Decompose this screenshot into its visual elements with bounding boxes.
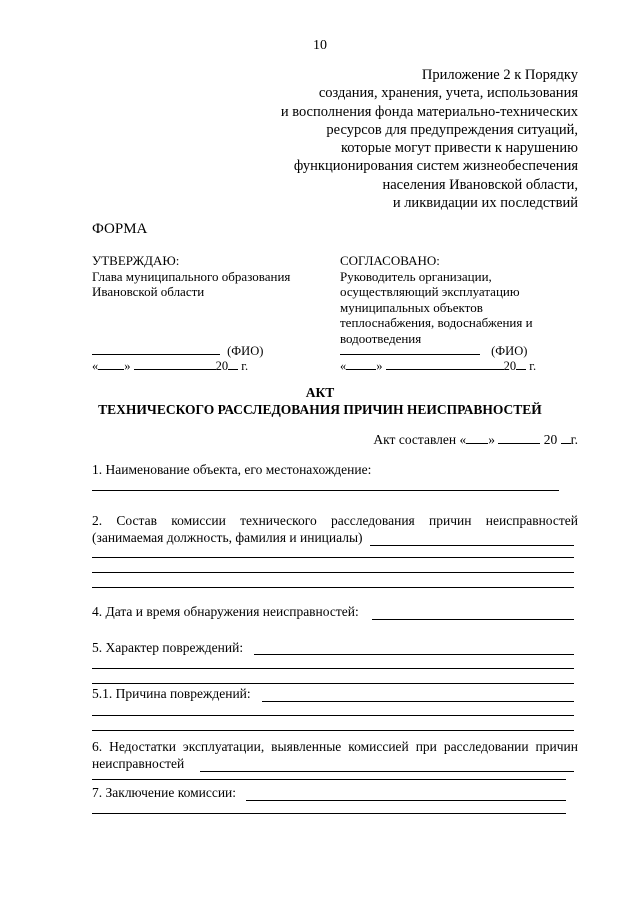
fill-line[interactable] [200, 771, 574, 772]
approve-date-line [92, 358, 248, 374]
approve-signature-line [92, 343, 263, 359]
fill-line[interactable] [92, 587, 574, 588]
date-quote-open: « [340, 359, 347, 373]
agree-block [340, 253, 533, 346]
fill-line[interactable] [370, 545, 574, 546]
agree-date-line [340, 358, 536, 374]
approve-heading: УТВЕРЖДАЮ: [92, 253, 180, 268]
fill-line[interactable] [262, 701, 574, 702]
year-blank[interactable] [561, 432, 571, 444]
appendix-line: функционирования систем жизнеобеспечения [293, 158, 578, 175]
agree-line: осуществляющий эксплуатацию [340, 284, 520, 299]
agree-heading: СОГЛАСОВАНО: [340, 253, 440, 268]
act-title: АКТ [305, 385, 335, 400]
day-blank[interactable] [466, 432, 488, 444]
fill-line[interactable] [92, 813, 566, 814]
section-2-label: 2. Состав комиссии технического расследования причин неисправностей [92, 513, 578, 528]
day-blank[interactable] [346, 358, 376, 370]
date-year: 20 [503, 359, 517, 373]
section-6-label: 6. Недостатки эксплуатации, выявленные комиссией при расследовании причин [92, 739, 578, 754]
page-number: 10 [313, 38, 327, 53]
fill-line[interactable] [92, 715, 574, 716]
day-blank[interactable] [98, 358, 124, 370]
agree-line: Руководитель организации, [340, 268, 492, 284]
form-label: ФОРМА [92, 221, 148, 237]
act-compiled-line [373, 432, 578, 448]
approve-line: Глава муниципального образования [92, 268, 291, 284]
approve-line: Ивановской области [92, 284, 205, 299]
section-2-sublabel: (занимаемая должность, фамилия и инициалы) [92, 530, 363, 545]
appendix-line: Приложение 2 к Порядку [421, 67, 578, 83]
agree-line: теплоснабжения, водоснабжения и [340, 315, 533, 330]
month-blank[interactable] [134, 358, 216, 370]
fill-line[interactable] [92, 668, 574, 669]
agree-line: муниципальных объектов [340, 299, 483, 315]
fill-line[interactable] [92, 730, 574, 731]
year-blank[interactable] [516, 358, 526, 370]
section-7-label: 7. Заключение комиссии: [92, 785, 237, 800]
fill-line[interactable] [246, 800, 566, 801]
signature-blank[interactable] [92, 343, 220, 355]
fill-line[interactable] [372, 619, 574, 620]
section-4-label: 4. Дата и время обнаружения неисправностей: [92, 604, 359, 619]
approve-block [92, 253, 290, 300]
section-5-label: 5. Характер повреждений: [92, 640, 244, 655]
month-blank[interactable] [386, 358, 504, 370]
date-suffix: г. [570, 432, 578, 447]
approve-fio-label: (ФИО) [227, 344, 264, 358]
date-quote-close: » [124, 359, 131, 373]
fill-line[interactable] [254, 654, 574, 655]
date-suffix: г. [241, 359, 249, 373]
appendix-line: населения Ивановской области, [382, 176, 578, 193]
date-quote-open: « [92, 359, 99, 373]
act-subtitle: ТЕХНИЧЕСКОГО РАССЛЕДОВАНИЯ ПРИЧИН НЕИСПРАВНОСТЕЙ [98, 402, 542, 417]
appendix-line: создания, хранения, учета, использования [318, 85, 578, 102]
compiled-label: Акт составлен « [373, 432, 467, 447]
agree-line: водоотведения [340, 330, 422, 346]
year-blank[interactable] [228, 358, 238, 370]
date-year: 20 [215, 359, 229, 373]
appendix-header [158, 66, 578, 212]
signature-blank[interactable] [340, 343, 480, 355]
fill-line[interactable] [92, 490, 559, 491]
appendix-line: которые могут привести к нарушению [340, 140, 578, 157]
section-5-1-label: 5.1. Причина повреждений: [92, 686, 251, 701]
fill-line[interactable] [92, 683, 574, 684]
appendix-line: и ликвидации их последствий [392, 195, 578, 212]
appendix-line: и восполнения фонда материально-технических [280, 103, 578, 120]
section-6-sublabel: неисправностей [92, 756, 185, 771]
section-1-label: 1. Наименование объекта, его местонахождение: [92, 462, 372, 477]
date-suffix: г. [529, 359, 537, 373]
agree-signature-line [340, 343, 527, 359]
date-year: 20 [543, 432, 558, 447]
fill-line[interactable] [92, 557, 574, 558]
date-quote-close: » [488, 432, 495, 447]
agree-fio-label: (ФИО) [491, 344, 528, 358]
fill-line[interactable] [92, 572, 574, 573]
appendix-line: ресурсов для предупреждения ситуаций, [326, 121, 578, 138]
fill-line[interactable] [92, 779, 566, 780]
date-quote-close: » [376, 359, 383, 373]
month-blank[interactable] [498, 432, 540, 444]
